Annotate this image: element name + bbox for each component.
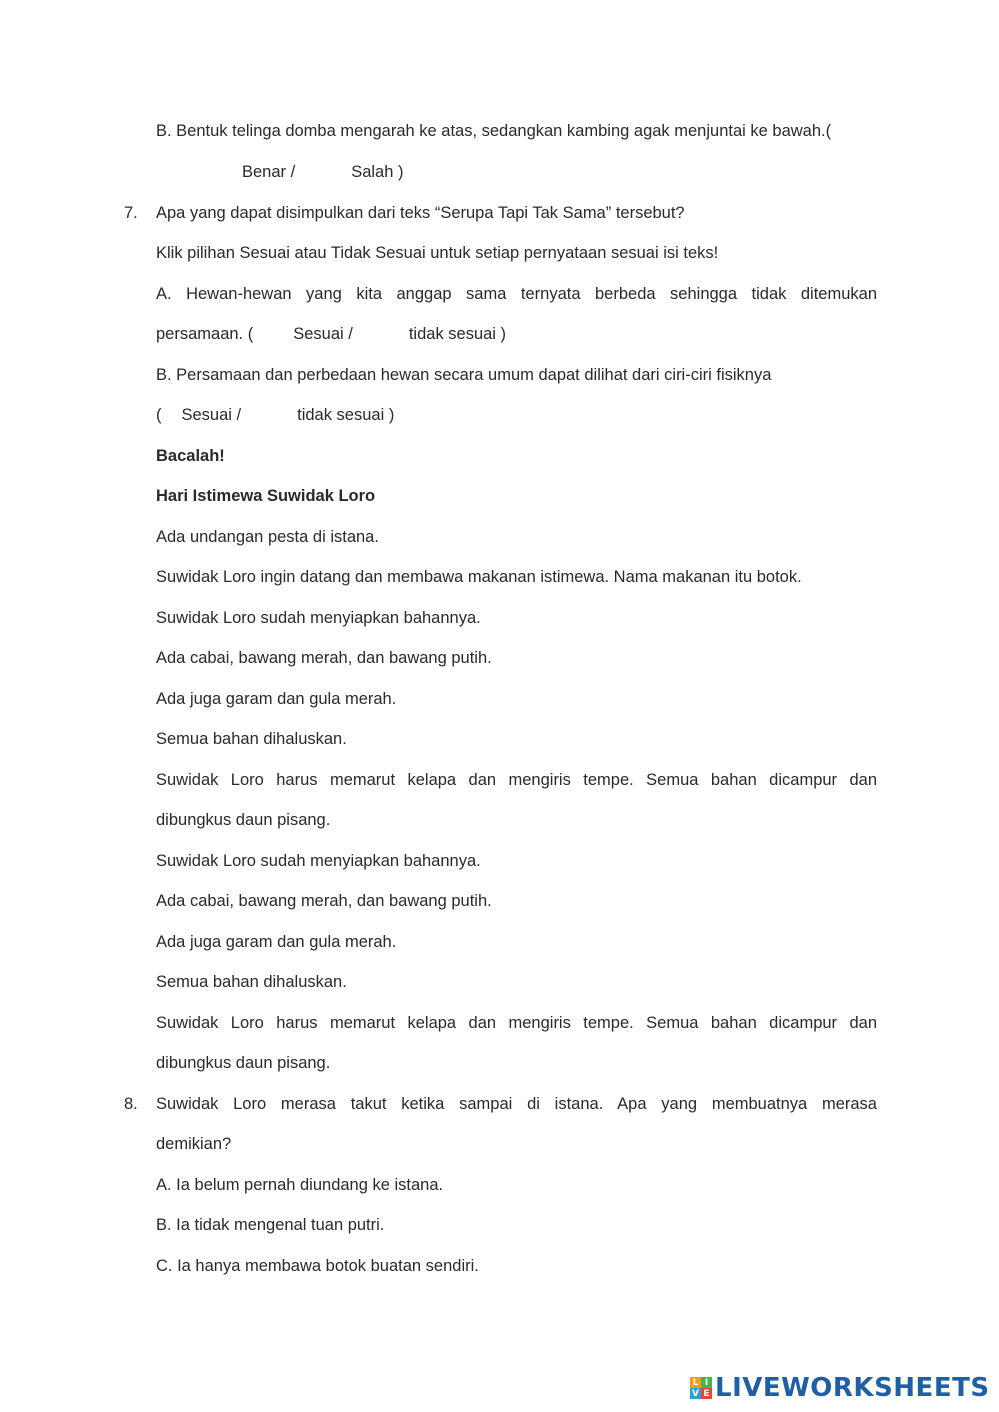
q7-b-open-paren: ( bbox=[156, 406, 162, 424]
q8-option-c[interactable]: C. Ia hanya membawa botok buatan sendiri. bbox=[156, 1257, 479, 1275]
reading-line: Semua bahan dihaluskan. bbox=[156, 730, 347, 748]
liveworksheets-logo-text: LIVEWORKSHEETS bbox=[715, 1373, 990, 1403]
q6-b-choices bbox=[156, 162, 877, 182]
q7-statement-b: B. Persamaan dan perbedaan hewan secara umum dapat dilihat dari ciri-ciri fisiknya bbox=[156, 366, 772, 384]
q7-b-choices bbox=[156, 405, 877, 425]
reading-title: Hari Istimewa Suwidak Loro bbox=[156, 487, 376, 505]
reading-heading: Bacalah! bbox=[156, 447, 225, 465]
q8-question: Suwidak Loro merasa takut ketika sampai di istana. Apa yang membuatnya merasa bbox=[156, 1095, 877, 1113]
q8-number: 8. bbox=[124, 1095, 138, 1113]
reading-line: dibungkus daun pisang. bbox=[156, 811, 331, 829]
q7-question: Apa yang dapat disimpulkan dari teks “Serupa Tapi Tak Sama” tersebut? bbox=[156, 204, 685, 222]
q6-b-choice-benar[interactable]: Benar / bbox=[242, 163, 296, 181]
q7-instruction: Klik pilihan Sesuai atau Tidak Sesuai untuk setiap pernyataan sesuai isi teks! bbox=[156, 244, 719, 262]
reading-line: Ada juga garam dan gula merah. bbox=[156, 690, 397, 708]
q6-statement-b: B. Bentuk telinga domba mengarah ke atas, sedangkan kambing agak menjuntai ke bawah.( bbox=[156, 122, 832, 140]
reading-line: Ada cabai, bawang merah, dan bawang putih. bbox=[156, 649, 492, 667]
q8-option-a[interactable]: A. Ia belum pernah diundang ke istana. bbox=[156, 1176, 444, 1194]
reading-line: Suwidak Loro ingin datang dan membawa makanan istimewa. Nama makanan itu botok. bbox=[156, 568, 802, 586]
q7-a-choice-sesuai[interactable]: Sesuai / bbox=[293, 325, 353, 343]
q7-b-choice-tidak-sesuai[interactable]: tidak sesuai ) bbox=[297, 406, 395, 424]
q7-b-choice-sesuai[interactable]: Sesuai / bbox=[181, 406, 242, 424]
q7-a-choice-tidak-sesuai[interactable]: tidak sesuai ) bbox=[408, 325, 507, 343]
q7-number: 7. bbox=[124, 204, 138, 222]
liveworksheets-logo-icon: L I V E bbox=[690, 1377, 712, 1399]
reading-line: dibungkus daun pisang. bbox=[156, 1054, 331, 1072]
reading-line: Suwidak Loro harus memarut kelapa dan mengiris tempe. Semua bahan dicampur dan bbox=[156, 771, 877, 789]
q6-b-choice-salah[interactable]: Salah ) bbox=[351, 163, 404, 181]
reading-line: Ada cabai, bawang merah, dan bawang putih. bbox=[156, 892, 492, 910]
reading-line: Suwidak Loro sudah menyiapkan bahannya. bbox=[156, 609, 481, 627]
q8-option-b[interactable]: B. Ia tidak mengenal tuan putri. bbox=[156, 1216, 385, 1234]
q7-statement-a: A. Hewan-hewan yang kita anggap sama ternyata berbeda sehingga tidak ditemukan bbox=[156, 285, 877, 303]
reading-line: Ada juga garam dan gula merah. bbox=[156, 933, 397, 951]
q7-a-continuation: persamaan. ( bbox=[156, 325, 254, 343]
reading-line: Ada undangan pesta di istana. bbox=[156, 528, 379, 546]
liveworksheets-logo bbox=[690, 1373, 990, 1403]
reading-line: Suwidak Loro sudah menyiapkan bahannya. bbox=[156, 852, 481, 870]
q8-question-continuation: demikian? bbox=[156, 1135, 232, 1153]
q7-a-choices bbox=[156, 324, 877, 344]
reading-line: Suwidak Loro harus memarut kelapa dan mengiris tempe. Semua bahan dicampur dan bbox=[156, 1014, 877, 1032]
reading-line: Semua bahan dihaluskan. bbox=[156, 973, 347, 991]
